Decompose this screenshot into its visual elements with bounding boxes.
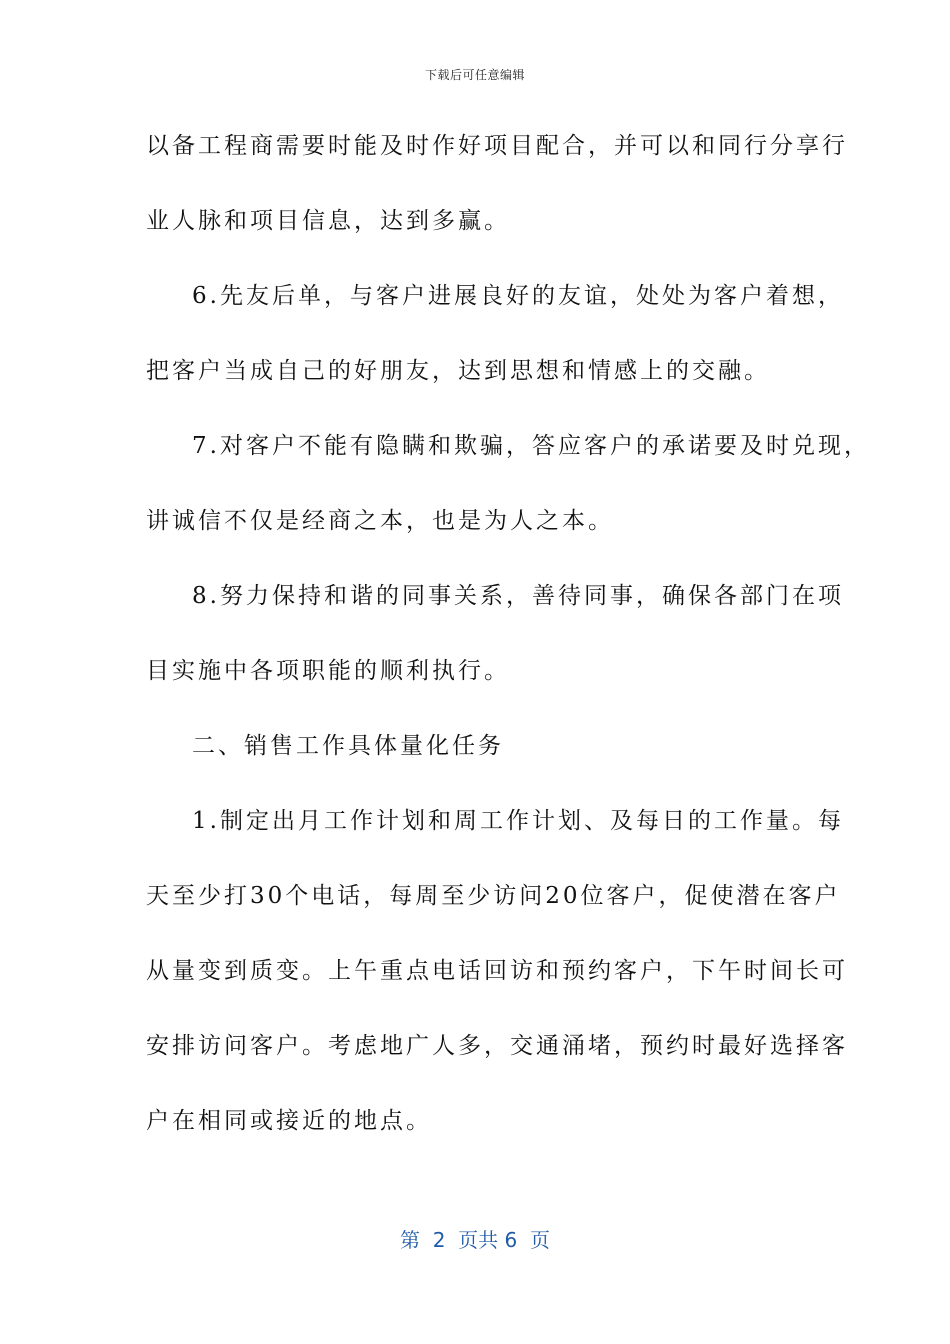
paragraph-line: 业人脉和项目信息，达到多赢。	[146, 208, 510, 234]
paragraph-line: 户在相同或接近的地点。	[146, 1108, 432, 1134]
paragraph-line: 6.先友后单，与客户进展良好的友谊，处处为客户着想，	[192, 283, 844, 309]
page-header: 下载后可任意编辑	[424, 68, 525, 82]
paragraph-line: 8.努力保持和谐的同事关系，善待同事，确保各部门在项	[192, 583, 844, 609]
paragraph-line: 把客户当成自己的好朋友，达到思想和情感上的交融。	[146, 358, 770, 384]
paragraph-line: 以备工程商需要时能及时作好项目配合，并可以和同行分享行	[146, 133, 848, 159]
paragraph-line: 目实施中各项职能的顺利执行。	[146, 658, 510, 684]
paragraph-line: 7.对客户不能有隐瞒和欺骗，答应客户的承诺要及时兑现，	[192, 433, 870, 459]
section-heading: 二、销售工作具体量化任务	[192, 733, 504, 759]
paragraph-line: 天至少打30个电话，每周至少访问20位客户，促使潜在客户	[146, 883, 841, 909]
paragraph-line: 安排访问客户。考虑地广人多，交通涌堵，预约时最好选择客	[146, 1033, 848, 1059]
paragraph-line: 从量变到质变。上午重点电话回访和预约客户，下午时间长可	[146, 958, 848, 984]
paragraph-line: 1.制定出月工作计划和周工作计划、及每日的工作量。每	[192, 808, 844, 834]
paragraph-line: 讲诚信不仅是经商之本，也是为人之本。	[146, 508, 614, 534]
page-number-footer: 第 2 页共 6 页	[400, 1228, 550, 1252]
document-body	[146, 122, 870, 1172]
